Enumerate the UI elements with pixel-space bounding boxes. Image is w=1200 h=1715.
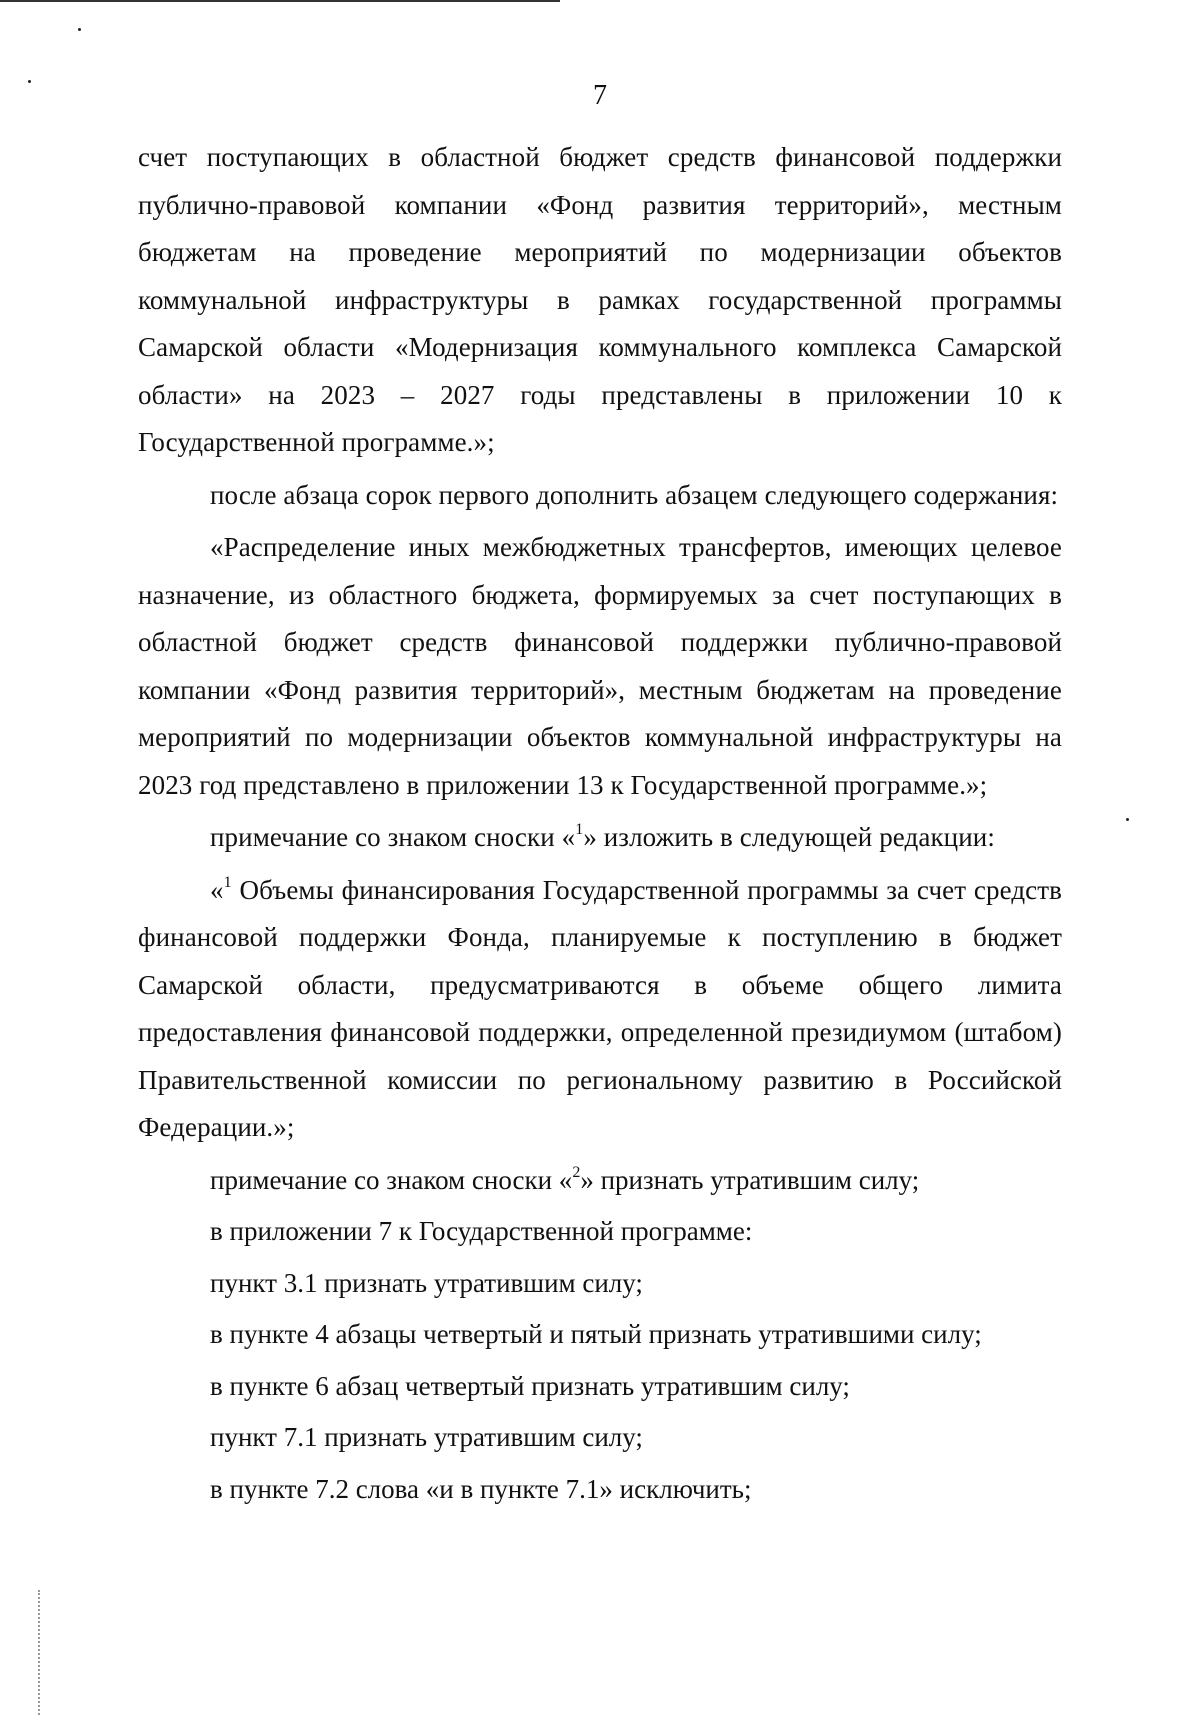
paragraph: в пункте 6 абзац четвертый признать утратившим силу; [210, 1370, 850, 1401]
paragraph: «Распределение иных межбюджетных трансфертов, имеющих целевое назначение, из областного бюджета, формируемых за счет поступающих в областной бюджет средств финансовой поддержки публично-правовой компании «Фонд развития территорий», местным бюджетам на проведение мероприятий по модернизации объектов коммунальной инфраструктуры на 2023 год представлено в приложении 13 к Государственной программе.»; [138, 532, 1062, 800]
paragraph [138, 814, 1062, 862]
paragraph-text: » признать утратившим силу; [580, 1164, 920, 1195]
paragraph [138, 1157, 1062, 1205]
paragraph: счет поступающих в областной бюджет средств финансовой поддержки публично-правовой компании «Фонд развития территорий», местным бюджетам на проведение мероприятий по модернизации объектов коммунальной инфраструктуры в рамках государственной программы Самарской области «Модернизация коммунального комплекса Самарской области» на 2023 – 2027 годы представлены в приложении 10 к Государственной программе.»; [138, 142, 1062, 457]
scan-top-edge [0, 0, 560, 2]
scan-margin-mark [38, 1590, 41, 1715]
paragraph [138, 867, 1062, 1152]
paragraph: после абзаца сорок первого дополнить абзацем следующего содержания: [210, 479, 1059, 510]
paragraph: пункт 3.1 признать утратившим силу; [210, 1267, 643, 1298]
paragraph: пункт 7.1 признать утратившим силу; [210, 1422, 643, 1452]
footnote-mark: 1 [575, 821, 584, 838]
paragraph-text: Объемы финансирования Государственной программы за счет средств финансовой поддержки Фонда, планируемые к поступлению в бюджет Самарской области, предусматриваются в объеме общего лимита предоставления финансовой поддержки, определенной президиумом (штабом) Правительственной комиссии по региональному развитию в Российской Федерации.»; [138, 874, 1062, 1142]
scan-speck [1126, 818, 1129, 821]
paragraph-text: « [210, 874, 224, 905]
scan-speck [78, 28, 81, 31]
page-number: 7 [593, 80, 607, 111]
paragraph: в пункте 4 абзацы четвертый и пятый признать утратившими силу; [210, 1319, 982, 1349]
footnote-mark: 1 [223, 873, 232, 891]
paragraph-text: примечание со знаком сноски « [210, 1164, 573, 1195]
paragraph-text: примечание со знаком сноски « [210, 822, 576, 852]
paragraph-text: » изложить в следующей редакции: [583, 822, 995, 852]
footnote-mark: 2 [572, 1163, 581, 1181]
document-body [138, 134, 1062, 1517]
paragraph: в пункте 7.2 слова «и в пункте 7.1» исключить; [210, 1473, 752, 1504]
paragraph: в приложении 7 к Государственной программе: [210, 1216, 753, 1246]
